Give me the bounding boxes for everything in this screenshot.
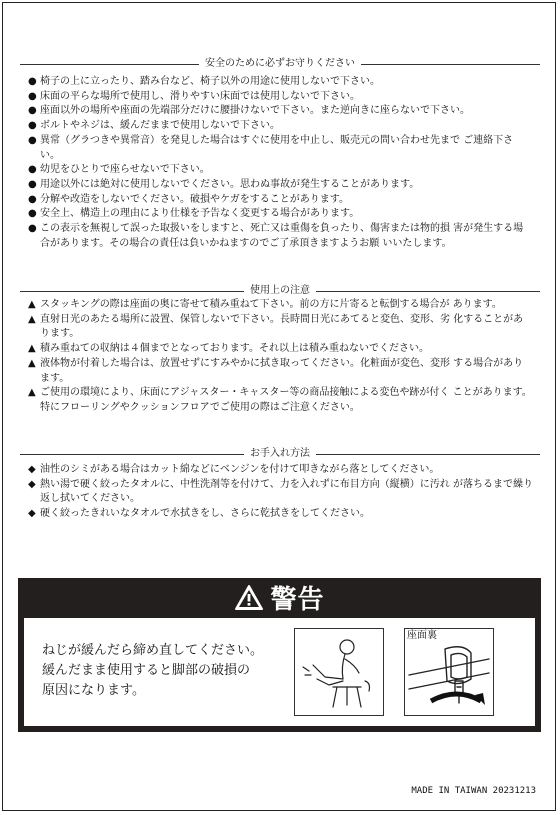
safety-bullet: ● [28, 208, 37, 220]
care-item-text: 熱い湯で硬く絞ったタオルに、中性洗剤等を付けて、力を入れずに布目方向（縦横）に汚れ が落ちるまで繰り返し拭いてください。 [40, 478, 533, 505]
care-item [28, 478, 533, 507]
usage-bullet: ▲ [28, 299, 36, 310]
safety-item [28, 75, 533, 90]
care-item-text: 油性のシミがある場合はカット綿などにベンジンを付けて叩きながら落としてください。 [40, 464, 440, 475]
usage-bullet: ▲ [28, 387, 36, 399]
safety-bullet: ● [28, 105, 37, 117]
safety-item-text: 異常（グラつきや異常音）を発見した場合はすぐに使用を中止し、販売元の問い合わせ先まで ご連絡下さい。 [40, 134, 514, 161]
care-section-title [20, 447, 540, 461]
safety-item-text: 幼児をひとりで座らせないで下さい。 [40, 164, 210, 176]
safety-section-title [20, 57, 540, 71]
care-bullet: ◆ [28, 464, 36, 475]
seat-underside-illustration [404, 628, 494, 716]
usage-item [28, 357, 533, 386]
safety-item [28, 163, 533, 178]
safety-item [28, 134, 533, 163]
safety-item-text: 床面の平らな場所で使用し、滑りやすい床面では使用しないで下さい。 [40, 90, 360, 102]
safety-item [28, 104, 533, 119]
care-item [28, 507, 533, 522]
usage-list [28, 298, 533, 416]
care-bullet: ◆ [28, 508, 36, 520]
care-bullet: ◆ [28, 478, 36, 490]
usage-section-title [20, 284, 540, 298]
safety-bullet: ● [28, 223, 37, 235]
usage-item-text: 直射日光のあたる場所に設置、保管しないで下さい。長時間日光にあてると変色、変形、劣 化することがあります。 [40, 313, 524, 340]
safety-title-text: 安全のために必ずお守りください [199, 58, 361, 69]
warning-title: 警告 [270, 584, 325, 615]
care-list [28, 463, 533, 522]
safety-item-text: 安全上、構造上の理由により仕様を予告なく変更する場合があります。 [40, 208, 360, 220]
safety-item [28, 222, 533, 251]
safety-bullet: ● [28, 90, 37, 102]
usage-bullet: ▲ [28, 357, 36, 369]
safety-list [28, 75, 533, 251]
safety-bullet: ● [28, 76, 37, 87]
safety-bullet: ● [28, 134, 37, 146]
safety-item [28, 207, 533, 222]
chair-tipping-illustration [294, 628, 384, 716]
safety-item [28, 193, 533, 208]
safety-item [28, 119, 533, 134]
safety-item-text: この表示を無視して誤った取扱いをしますと、死亡又は重傷を負ったり、傷害または物的損 害が発生する場合があります。その場合の責任は負いかねますのでご了承頂きますようお願 いいたします。 [40, 223, 524, 249]
safety-bullet: ● [28, 164, 37, 176]
warning-box [18, 578, 541, 732]
seat-underside-label: 座面裏 [407, 630, 437, 641]
usage-item [28, 313, 533, 342]
safety-item [28, 178, 533, 193]
warning-body [24, 618, 535, 726]
safety-item-text: 用途以外には絶対に使用しないでください。思わぬ事故が発生することがあります。 [40, 178, 420, 190]
usage-bullet: ▲ [28, 313, 36, 325]
care-item-text: 硬く絞ったきれいなタオルで水拭きをし、さらに乾拭きをしてください。 [40, 508, 370, 520]
warning-text: ねじが緩んだら締め直してください。 緩んだまま使用すると脚部の破損の 原因になります。 [42, 643, 264, 698]
usage-bullet: ▲ [28, 343, 36, 355]
usage-item [28, 386, 533, 415]
usage-item [28, 298, 533, 313]
safety-bullet: ● [28, 178, 37, 190]
safety-item-text: ボルトやネジは、緩んだままで使用しないで下さい。 [40, 120, 280, 132]
usage-item-text: スタッキングの際は座面の奥に寄せて積み重ねて下さい。前の方に片寄ると転倒する場合が あります。 [40, 299, 502, 310]
safety-item-text: 座面以外の場所や座面の先端部分だけに腰掛けないで下さい。また逆向きに座らないで下さい。 [40, 105, 470, 117]
safety-bullet: ● [28, 120, 37, 132]
warning-header [18, 578, 541, 616]
safety-item-text: 椅子の上に立ったり、踏み台など、椅子以外の用途に使用しないで下さい。 [40, 76, 380, 87]
usage-title-text: 使用上の注意 [244, 285, 316, 296]
warning-triangle-icon [234, 584, 264, 611]
usage-item [28, 342, 533, 357]
care-title-text: お手入れ方法 [244, 448, 316, 459]
usage-item-text: ご使用の環境により、床面にアジャスター・キャスター等の商品接触による変色や跡が付く ことがあります。 特にフローリングやクッションフロアでご使用の際はご注意ください。 [40, 387, 532, 413]
usage-item-text: 液体物が付着した場合は、放置せずにすみやかに拭き取ってください。化粧面が変色、変形 する場合があります。 [40, 357, 524, 384]
safety-item-text: 分解や改造をしないでください。破損やケガをすることがあります。 [40, 193, 349, 205]
safety-item [28, 90, 533, 105]
care-item [28, 463, 533, 478]
made-in-footer: MADE IN TAIWAN 20231213 [411, 786, 536, 796]
usage-item-text: 積み重ねての収納は４個までとなっております。それ以上は積み重ねないでください。 [40, 343, 429, 355]
safety-bullet: ● [28, 193, 37, 205]
